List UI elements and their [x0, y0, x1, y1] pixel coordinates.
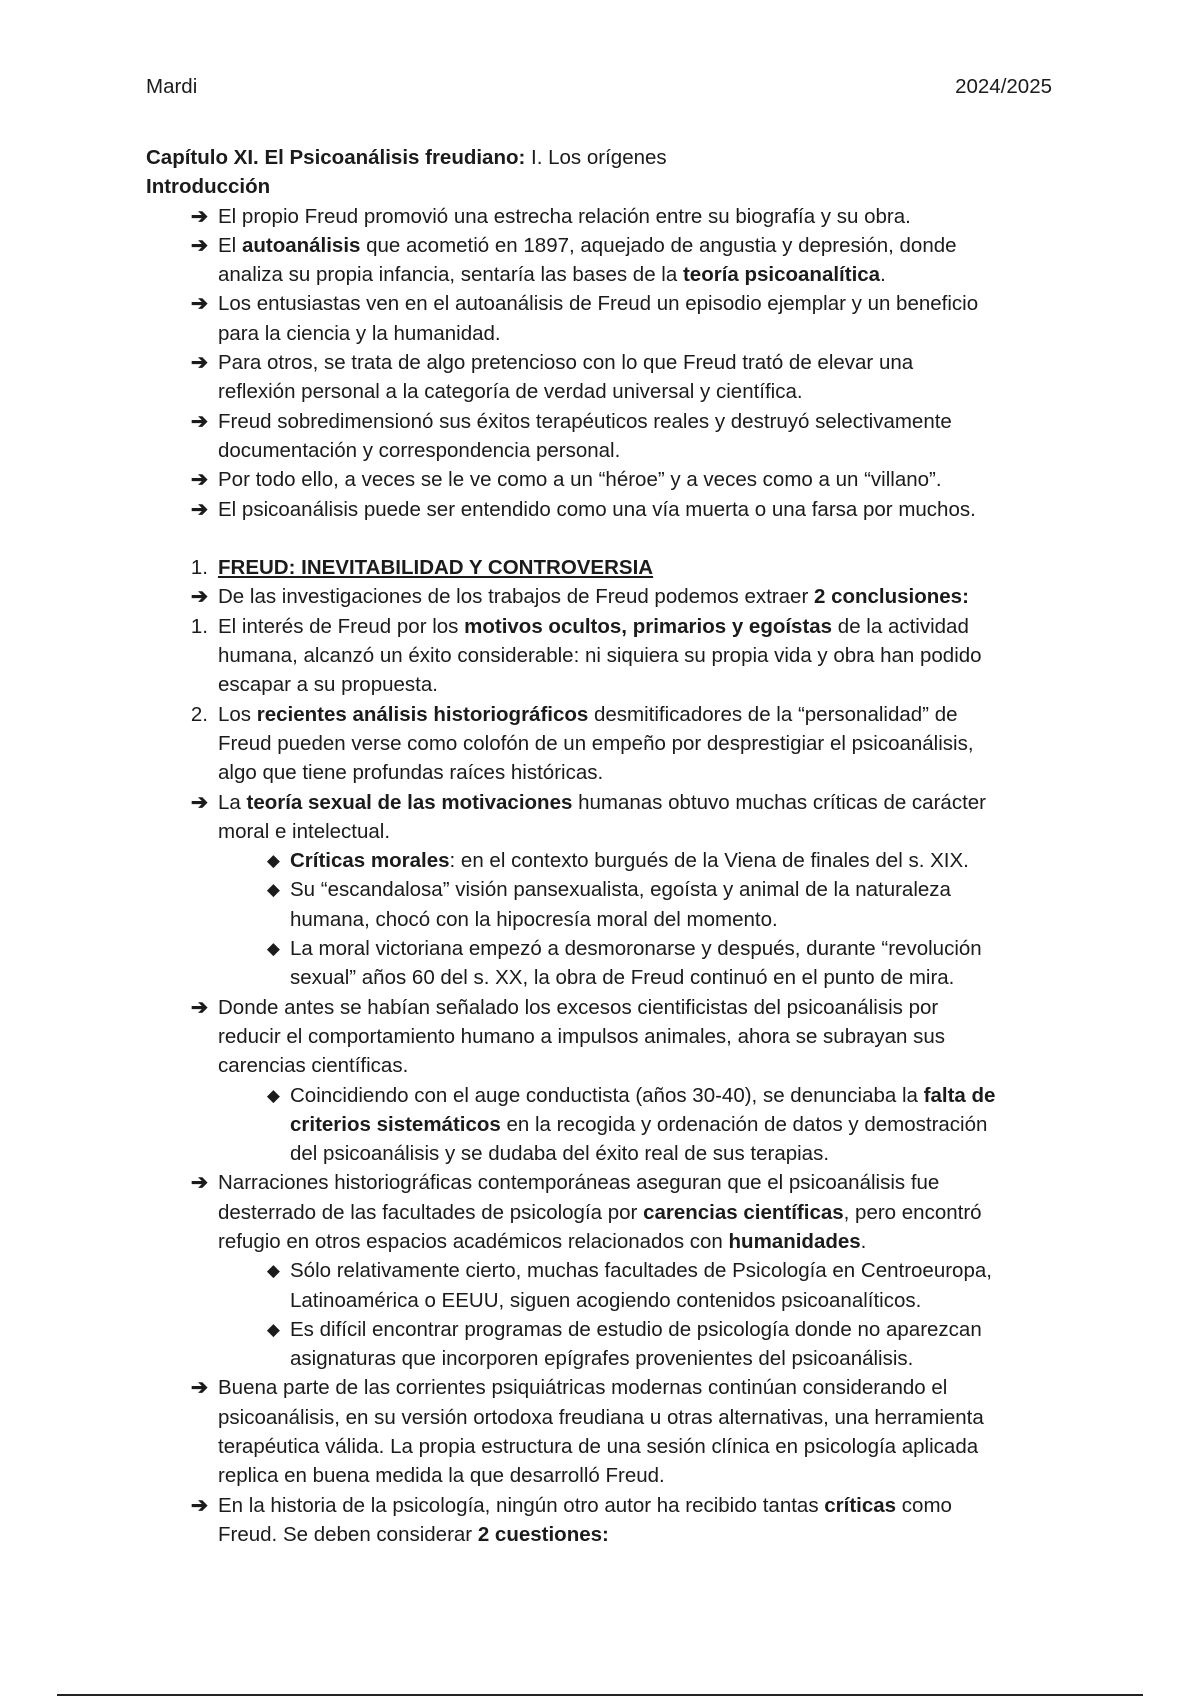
list-item: ➔ Donde antes se habían señalado los excesos cientificistas del psicoanálisis por reducir el comportamiento humano a impulsos animales, ahora se subrayan sus carencias científicas.: [146, 993, 1070, 1081]
list-item: ➔ El psicoanálisis puede ser entendido como una vía muerta o una farsa por muchos.: [146, 495, 1070, 524]
arrow-icon: ➔: [190, 409, 208, 433]
arrow-icon: ➔: [190, 233, 208, 257]
list-item: ➔ De las investigaciones de los trabajos de Freud podemos extraer 2 conclusiones:: [146, 582, 1070, 611]
list-item: ➔ Narraciones historiográficas contemporáneas aseguran que el psicoanálisis fue desterrado de las facultades de psicología por carencias científicas, pero encontró refugio en otros espacios académicos relacionados con humanidades.: [146, 1168, 1070, 1256]
list-item: ➔ Por todo ello, a veces se le ve como a un “héroe” y a veces como a un “villano”.: [146, 465, 1070, 494]
list-item: ➔ Los entusiastas ven en el autoanálisis de Freud un episodio ejemplar y un beneficio para la ciencia y la humanidad.: [146, 289, 1070, 348]
arrow-icon: ➔: [190, 995, 208, 1019]
header-day: Mardi: [146, 75, 198, 98]
arrow-icon: ➔: [190, 351, 208, 375]
sub-list-item: ◆ Es difícil encontrar programas de estudio de psicología donde no aparezcan asignaturas que incorporen epígrafes provenientes del psicoanálisis.: [146, 1315, 1070, 1374]
numbered-item: 2. Los recientes análisis historiográficos desmitificadores de la “personalidad” de Freud pueden verse como colofón de un empeño por desprestigiar el psicoanálisis, algo que tiene profundas raíces históricas.: [146, 700, 1070, 788]
list-item: ➔ La teoría sexual de las motivaciones humanas obtuvo muchas críticas de carácter moral e intelectual.: [146, 788, 1070, 847]
section-heading: 1. FREUD: INEVITABILIDAD Y CONTROVERSIA: [146, 553, 1070, 582]
sub-list-item: ◆ La moral victoriana empezó a desmoronarse y después, durante “revolución sexual” años 60 del s. XX, la obra de Freud continuó en el punto de mira.: [146, 934, 1070, 993]
list-item: ➔ El autoanálisis que acometió en 1897, aquejado de angustia y depresión, donde analiza su propia infancia, sentaría las bases de la teoría psicoanalítica.: [146, 231, 1070, 290]
numbered-item: 1. El interés de Freud por los motivos ocultos, primarios y egoístas de la actividad humana, alcanzó un éxito considerable: ni siquiera su propia vida y obra han podido escapar a su propuesta.: [146, 612, 1070, 700]
diamond-bullet-icon: ◆: [266, 880, 280, 900]
section-number: 1.: [190, 556, 208, 580]
list-item: ➔ Para otros, se trata de algo pretencioso con lo que Freud trató de elevar una reflexión personal a la categoría de verdad universal y científica.: [146, 348, 1070, 407]
footer-divider: [57, 1694, 1143, 1696]
arrow-icon: ➔: [190, 292, 208, 316]
document-body: [146, 143, 1070, 1549]
diamond-bullet-icon: ◆: [266, 1261, 280, 1281]
sub-list-item: ◆ Sólo relativamente cierto, muchas facultades de Psicología en Centroeuropa, Latinoamérica o EEUU, siguen acogiendo contenidos psicoanalíticos.: [146, 1256, 1070, 1315]
item-number: 1.: [190, 614, 208, 638]
arrow-icon: ➔: [190, 1376, 208, 1400]
list-item: ➔ El propio Freud promovió una estrecha relación entre su biografía y su obra.: [146, 202, 1070, 231]
list-item: ➔ En la historia de la psicología, ningún otro autor ha recibido tantas críticas como Freud. Se deben considerar 2 cuestiones:: [146, 1491, 1070, 1550]
intro-heading: Introducción: [146, 175, 271, 199]
arrow-icon: ➔: [190, 497, 208, 521]
diamond-bullet-icon: ◆: [266, 939, 280, 959]
chapter-title: Capítulo XI. El Psicoanálisis freudiano: I. Los orígenes: [146, 146, 667, 169]
arrow-icon: ➔: [190, 468, 208, 492]
arrow-icon: ➔: [190, 790, 208, 814]
diamond-bullet-icon: ◆: [266, 1319, 280, 1339]
page-header: [146, 72, 1052, 101]
sub-list-item: ◆ Su “escandalosa” visión pansexualista, egoísta y animal de la naturaleza humana, chocó con la hipocresía moral del momento.: [146, 875, 1070, 934]
arrow-icon: ➔: [190, 204, 208, 228]
header-year: 2024/2025: [955, 75, 1052, 98]
list-item: ➔ Buena parte de las corrientes psiquiátricas modernas continúan considerando el psicoanálisis, en su versión ortodoxa freudiana u otras alternativas, una herramienta terapéutica válida. La propia estructura de una sesión clínica en psicología aplicada replica en buena medida la que desarrolló Freud.: [146, 1373, 1070, 1490]
spacer: [146, 524, 1070, 553]
arrow-icon: ➔: [190, 1171, 208, 1195]
arrow-icon: ➔: [190, 585, 208, 609]
list-item: ➔ Freud sobredimensionó sus éxitos terapéuticos reales y destruyó selectivamente documentación y correspondencia personal.: [146, 407, 1070, 466]
arrow-icon: ➔: [190, 1493, 208, 1517]
diamond-bullet-icon: ◆: [266, 1085, 280, 1105]
diamond-bullet-icon: ◆: [266, 851, 280, 871]
sub-list-item: ◆ Críticas morales: en el contexto burgués de la Viena de finales del s. XIX.: [146, 846, 1070, 875]
sub-list-item: ◆ Coincidiendo con el auge conductista (años 30-40), se denunciaba la falta de criterios sistemáticos en la recogida y ordenación de datos y demostración del psicoanálisis y se dudaba del éxito real de sus terapias.: [146, 1081, 1070, 1169]
item-number: 2.: [190, 702, 208, 726]
